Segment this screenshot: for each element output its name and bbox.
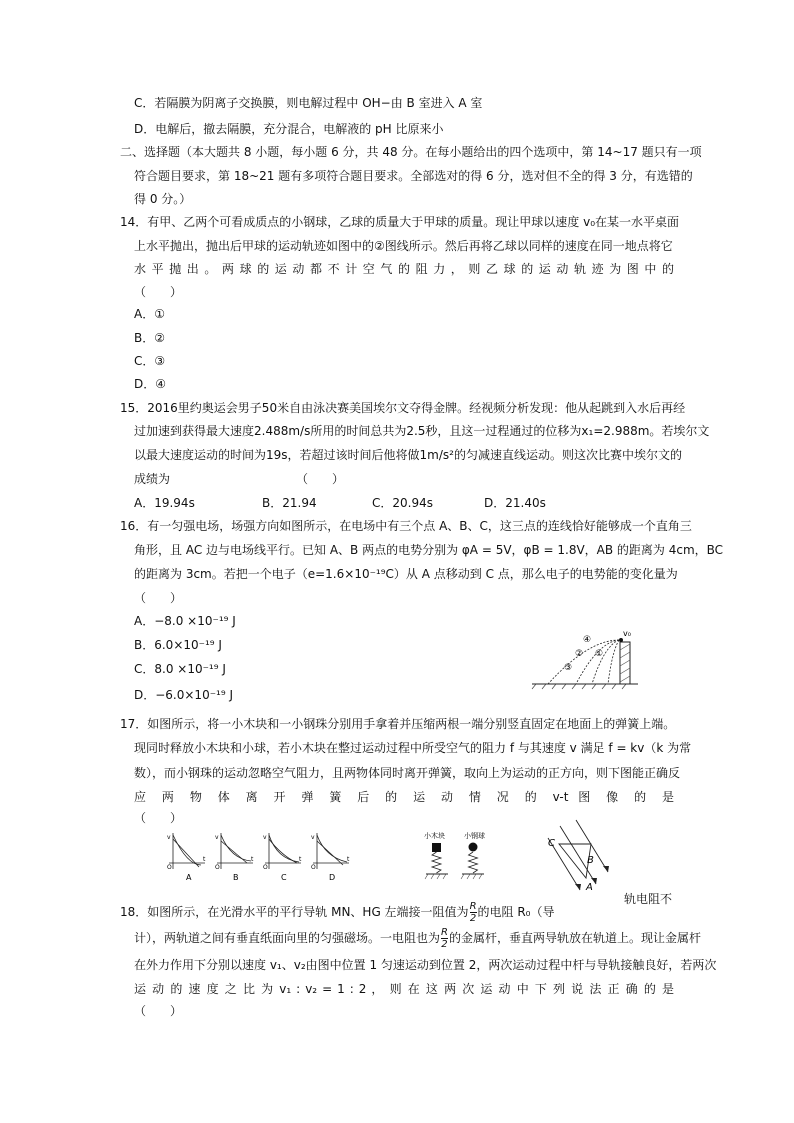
spring-figure xyxy=(420,829,516,885)
axis-v-a: v xyxy=(167,834,171,841)
q15-option-c: C．20.94s xyxy=(372,496,433,510)
q14-option-b: B．② xyxy=(134,331,165,345)
axis-t-a: t xyxy=(203,856,206,863)
steel-ball xyxy=(469,843,478,852)
q14-option-c: C．③ xyxy=(134,354,166,368)
vt-graph-b xyxy=(215,833,254,882)
section2-line3: 得 0 分。） xyxy=(134,192,192,206)
vt-graph-a xyxy=(167,833,206,882)
axis-v-d: v xyxy=(311,834,315,841)
axis-v-c: v xyxy=(263,834,267,841)
trajectory-label-2: ② xyxy=(575,649,584,659)
q15-option-d: D．21.40s xyxy=(484,496,546,510)
point-b-label: B xyxy=(587,855,594,866)
q17-line4: 应 两 物 体 离 开 弹 簧 后 的 运 动 情 况 的 v-t 图 像 的 是 xyxy=(134,790,674,804)
point-c-label: C xyxy=(548,838,555,849)
trajectory-label-1: ① xyxy=(595,649,604,659)
vt-label-d: D xyxy=(329,873,336,882)
fraction-r-over-2: $\frac{R}{2}$ xyxy=(469,901,477,924)
q16-line3: 的距离为 3cm。若把一个电子（e=1.6×10⁻¹⁹C）从 A 点移动到 C 点，那么电子的电势能的变化量为 xyxy=(134,567,678,581)
wood-block-label: 小木块 xyxy=(424,832,445,840)
trajectory-figure xyxy=(528,626,640,690)
q15-line2: 过加速到获得最大速度2.488m/s所用的时间总共为2.5秒，且这一过程通过的位移为x₁=2.988m。若埃尔文 xyxy=(134,424,710,438)
q16-line2: 角形，且 AC 边与电场线平行。已知 A、B 两点的电势分别为 φA = 5V，φB = 1.8V，AB 的距离为 4cm，BC xyxy=(134,543,724,557)
q16-line1: 16．有一匀强电场，场强方向如图所示，在电场中有三个点 A、B、C，这三点的连线恰好能够成一个直角三 xyxy=(120,519,692,533)
vt-label-a: A xyxy=(186,873,192,882)
origin-d: O xyxy=(311,864,316,871)
origin-c: O xyxy=(263,864,268,871)
q15-line1: 15．2016里约奥运会男子50米自由泳决赛美国埃尔文夺得金牌。经视频分析发现：他从起跳到入水后再经 xyxy=(120,401,686,415)
q18-line5: （ ） xyxy=(134,1004,183,1018)
q16-option-d: D．−6.0×10⁻¹⁹ J xyxy=(134,688,234,702)
section2-line1: 二、选择题（本大题共 8 小题，每小题 6 分，共 48 分。在每小题给出的四个选项中，第 14~17 题只有一项 xyxy=(120,145,702,159)
q14-line1: 14．有甲、乙两个可看成质点的小钢球，乙球的质量大于甲球的质量。现让甲球以速度 v₀在某一水平桌面 xyxy=(120,215,680,229)
q15-line3: 以最大速度运动的时间为19s，若超过该时间后他将做1m/s²的匀减速直线运动。则这次比赛中埃尔文的 xyxy=(134,448,682,462)
section2-line2: 符合题目要求，第 18~21 题有多项符合题目要求。全部选对的得 6 分，选对但不全的得 3 分，有选错的 xyxy=(134,169,693,183)
vt-graph-d xyxy=(311,833,350,882)
origin-b: O xyxy=(215,864,220,871)
v0-label: v₀ xyxy=(623,629,631,638)
point-a-label: A xyxy=(586,882,593,892)
axis-t-d: t xyxy=(347,856,350,863)
trajectory-label-3: ③ xyxy=(564,663,573,673)
q14-line3: 水 平 抛 出 。 两 球 的 运 动 都 不 计 空 气 的 阻 力 ， 则 乙 球 的 运 动 轨 迹 为 图 中 的 xyxy=(134,262,674,276)
q16-option-a: A．−8.0 ×10⁻¹⁹ J xyxy=(134,614,236,628)
q18-line1 xyxy=(120,901,554,924)
q18-line3: 在外力作用下分别以速度 v₁、v₂由图中位置 1 匀速运动到位置 2，两次运动过程中杆与导轨接触良好，若两次 xyxy=(134,958,717,972)
q17-line2: 现同时释放小木块和小球，若小木块在整过运动过程中所受空气的阻力 f 与其速度 v 满足 f = kv（k 为常 xyxy=(134,741,692,755)
q18-line2 xyxy=(134,927,701,950)
q14-option-d: D．④ xyxy=(134,377,166,391)
vt-graphs xyxy=(165,829,355,883)
vt-label-b: B xyxy=(233,873,239,882)
field-triangle-figure xyxy=(542,818,614,892)
vt-graph-c xyxy=(263,833,302,882)
q17-line1: 17．如图所示，将一小木块和一小钢珠分别用手拿着并压缩两根一端分别竖直固定在地面上的弹簧上端。 xyxy=(120,717,676,731)
axis-t-c: t xyxy=(299,856,302,863)
trajectory-label-4: ④ xyxy=(583,635,592,645)
prev-option-c: C．若隔膜为阴离子交换膜，则电解过程中 OH−由 B 室进入 A 室 xyxy=(134,96,483,110)
q18-line4: 运 动 的 速 度 之 比 为 v₁ : v₂ = 1 : 2 ， 则 在 这 两 次 运 动 中 下 列 说 法 正 确 的 是 xyxy=(134,982,674,996)
axis-t-b: t xyxy=(251,856,254,863)
q18-line1-tail: 轨电阻不 xyxy=(624,892,673,906)
q15-line4: 成绩为 （ ） xyxy=(134,472,345,486)
q18-line1-part1: 18．如图所示，在光滑水平的平行导轨 MN、HG 左端接一阻值为 xyxy=(120,905,469,919)
q14-line4: （ ） xyxy=(134,285,183,299)
wood-block xyxy=(432,843,441,852)
q15-option-b: B．21.94 xyxy=(262,496,317,510)
axis-v-b: v xyxy=(215,834,219,841)
q18-line2-part1: 计），两轨道之间有垂直纸面向里的匀强磁场。一电阻也为 xyxy=(134,931,441,945)
q18-line2-part2: 的金属杆，垂直两导轨放在轨道上。现让金属杆 xyxy=(448,931,701,945)
q17-line3: 数），而小钢珠的运动忽略空气阻力，且两物体同时离开弹簧，取向上为运动的正方向，则下图能正确反 xyxy=(134,766,681,780)
q16-option-c: C．8.0 ×10⁻¹⁹ J xyxy=(134,662,226,676)
prev-option-d: D．电解后，撤去隔膜，充分混合，电解液的 pH 比原来小 xyxy=(134,122,444,136)
steel-ball-label: 小钢球 xyxy=(464,832,485,840)
q14-option-a: A．① xyxy=(134,307,165,321)
q18-line1-part2: 的电阻 R₀（导 xyxy=(477,905,555,919)
origin-a: O xyxy=(167,864,172,871)
q16-option-b: B．6.0×10⁻¹⁹ J xyxy=(134,638,222,652)
q14-line2: 上水平抛出，抛出后甲球的运动轨迹如图中的②图线所示。然后再将乙球以同样的速度在同一地点将它 xyxy=(134,239,673,253)
q16-line4: （ ） xyxy=(134,591,183,605)
fraction-r-over-2-b: $\frac{R}{2}$ xyxy=(441,927,448,950)
q15-option-a: A．19.94s xyxy=(134,496,195,510)
q17-line5: （ ） xyxy=(134,811,183,825)
vt-label-c: C xyxy=(281,873,287,882)
